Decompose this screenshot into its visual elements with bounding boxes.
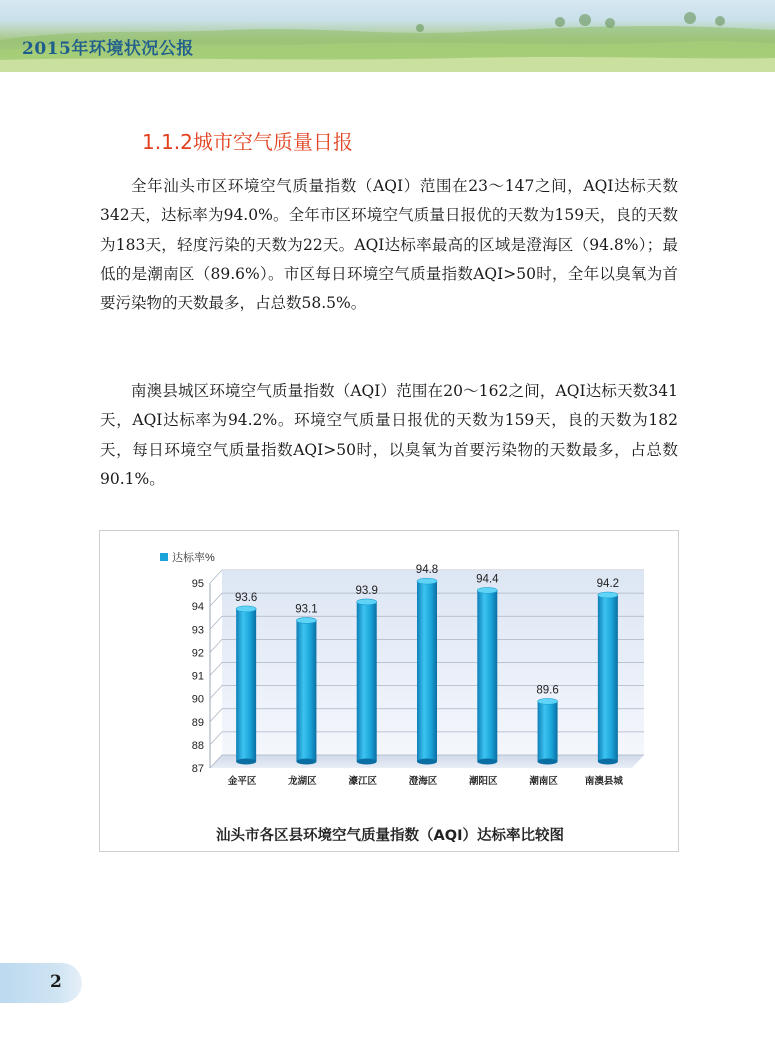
- bar-base: [538, 759, 558, 765]
- x-tick-label: 潮南区: [529, 776, 558, 787]
- section-heading: 1.1.2城市空气质量日报: [142, 130, 353, 154]
- bar: [236, 606, 256, 765]
- bar-base: [417, 759, 437, 765]
- legend-label: 达标率%: [172, 552, 215, 564]
- y-tick-label: 88: [191, 739, 204, 752]
- paragraph-urban-aqi: 全年汕头市区环境空气质量指数（AQI）范围在23～147之间，AQI达标天数342天，达标率为94.0%。全年市区环境空气质量日报优的天数为159天，良的天数为183天，轻度污染的天数为22天。AQI达标率最高的区域是澄海区（94.8%）；最低的是潮南区（89.6%）。市区每日环境空气质量指数AQI>50时，全年以臭氧为首要污染物的天数最多，占总数58.5%。: [100, 177, 678, 313]
- bar: [477, 587, 497, 764]
- bar-base: [236, 759, 256, 765]
- y-tick-label: 89: [191, 716, 204, 729]
- value-label: 94.2: [596, 578, 620, 590]
- bar-base: [357, 759, 377, 765]
- value-label: 94.4: [476, 573, 499, 586]
- aqi-bar-chart: [100, 531, 680, 821]
- bar-cap: [598, 592, 618, 598]
- x-tick-label: 龙湖区: [288, 776, 317, 787]
- y-tick-label: 92: [191, 647, 204, 660]
- bar: [296, 617, 316, 764]
- value-label: 93.6: [234, 591, 258, 604]
- page-number-tab: [0, 963, 82, 1003]
- bar-body: [417, 581, 437, 761]
- bar: [357, 599, 377, 765]
- header-banner: [0, 0, 775, 72]
- bar-body: [598, 595, 618, 762]
- bar: [598, 592, 618, 765]
- bar-base: [296, 759, 316, 765]
- bar: [417, 578, 437, 764]
- page-number: 2: [50, 972, 62, 992]
- y-tick-label: 87: [191, 763, 204, 775]
- value-label: 89.6: [536, 684, 559, 697]
- x-tick-label: 澄海区: [408, 776, 438, 787]
- y-tick-label: 93: [191, 624, 204, 637]
- x-tick-label: 金平区: [227, 776, 257, 787]
- bar-cap: [296, 617, 316, 623]
- legend-swatch: [160, 553, 168, 561]
- bar-body: [296, 620, 316, 761]
- bar-cap: [538, 698, 558, 704]
- paragraph-nanao-aqi: 南澳县城区环境空气质量指数（AQI）范围在20～162之间，AQI达标天数341天，AQI达标率为94.2%。环境空气质量日报优的天数为159天，良的天数为182天，每日环境空气质量指数AQI>50时，以臭氧为首要污染物的天数最多，占总数90.1%。: [100, 382, 678, 488]
- y-tick-label: 95: [191, 578, 204, 590]
- value-label: 93.1: [295, 603, 318, 616]
- x-tick-label: 濠江区: [348, 776, 377, 787]
- bar-body: [357, 602, 377, 762]
- x-tick-label: 南澳县城: [584, 776, 623, 787]
- report-title: 2015年环境状况公报: [22, 39, 194, 59]
- bar-cap: [477, 587, 497, 593]
- y-tick-label: 90: [191, 693, 204, 706]
- chart-caption: 汕头市各区县环境空气质量指数（AQI）达标率比较图: [216, 828, 564, 844]
- y-tick-label: 94: [191, 601, 204, 614]
- value-label: 94.8: [415, 564, 439, 577]
- bar-base: [477, 759, 497, 765]
- bar-body: [538, 701, 558, 761]
- bar: [538, 698, 558, 764]
- x-tick-label: 潮阳区: [469, 776, 498, 787]
- bar-base: [598, 759, 618, 765]
- bar-body: [236, 609, 256, 762]
- bar-cap: [417, 578, 437, 584]
- bar-body: [477, 590, 497, 761]
- y-tick-label: 91: [191, 670, 204, 683]
- chart-figure: [99, 530, 679, 852]
- bar-cap: [236, 606, 256, 612]
- bar-cap: [357, 599, 377, 605]
- y-tick-labels: [192, 578, 204, 775]
- value-label: 93.9: [355, 584, 378, 597]
